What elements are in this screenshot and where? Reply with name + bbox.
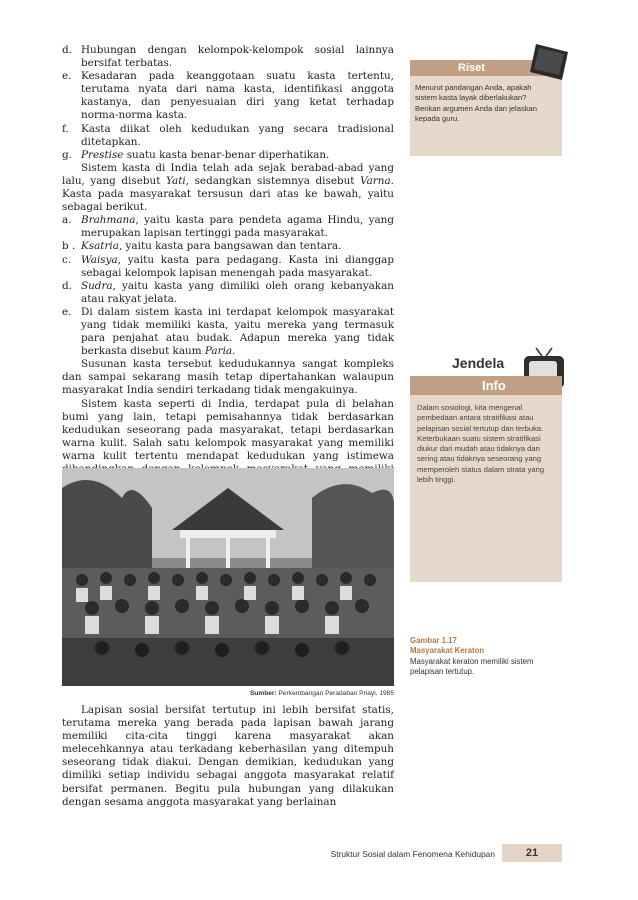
list-item: a. Brahmana, yaitu kasta para pendeta agama Hindu, yang merupakan lapisan tertinggi pada masyarakat. [62, 214, 394, 240]
list-item: e. Di dalam sistem kasta ini terdapat kelompok masyarakat yang tidak memiliki kasta, yaitu mereka yang termasuk para penjahat atau budak. Adapun mereka yang tidak berkasta disebut kaum Paria. [62, 305, 394, 358]
list-item: e. Kesadaran pada keanggotaan suatu kasta tertentu, terutama nyata dari nama kasta, identifikasi anggota kastanya, dan penyesuaian diri yang ketat terhadap norma-norma kasta. [62, 70, 394, 122]
paragraph: Susunan kasta tersebut kedudukannya sangat kompleks dan sampai sekarang masih tetap dipertahankan walaupun masyarakat India sendiri terkadang tidak mengakuinya. [62, 358, 394, 397]
list-item: d. Sudra, yaitu kasta yang dimiliki oleh orang kebanyakan atau rakyat jelata. [62, 279, 394, 305]
riset-text: Menurut pandangan Anda, apakah sistem kasta layak diberlakukan? Berikan argumen Anda dan jelaskan kepada guru. [415, 83, 538, 123]
photo-illustration [62, 468, 394, 686]
riset-title-bar: Riset [410, 60, 562, 76]
laptop-icon [528, 40, 572, 84]
main-column [62, 44, 394, 489]
jendela-title-bar: Info [410, 376, 562, 395]
jendela-info-box [410, 376, 562, 582]
page-number: 21 [502, 844, 562, 862]
caption-text: Masyarakat keraton memiliki sistem pelapisan tertutup. [410, 656, 534, 677]
paragraph: Sistem kasta seperti di India, terdapat pula di belahan bumi yang lain, tetapi pemisahannya tidak berdasarkan kedudukan seseorang pada masyarakat, tetapi berdasarkan warna kulit. Salah satu kelompok masyarakat yang memiliki warna kulit tertentu mendapat kedudukan yang istimewa [62, 397, 394, 462]
figure-caption [410, 636, 560, 678]
figure-source: Sumber: Perkembangan Peradaban Priayi, 1985 [249, 690, 394, 697]
photo-masyarakat-keraton [62, 468, 394, 686]
main-column-bottom [62, 704, 394, 809]
list-item: f. Kasta diikat oleh kedudukan yang secara tradisional ditetapkan. [62, 122, 394, 148]
paragraph: Lapisan sosial bersifat tertutup ini lebih bersifat statis, terutama mereka yang berada pada lapisan bawah jarang memiliki cita-cita tinggi karena masyarakat akan melecehkannya atau terkadang keberhasilan yang ditempuh seseorang tidak diakui. Dengan demikian, kedudukan yang dimiliki setiap individu sebagai anggota masyarakat relatif bersifat permanen. Begitu pula hubungan yang dilakukan dengan sesama anggota masyarakat yang berlainan [62, 704, 394, 808]
list-item: g. Prestise suatu kasta benar-benar diperhatikan. [62, 148, 330, 161]
caption-number: Gambar 1.17 [410, 636, 457, 645]
paragraph: Sistem kasta di India telah ada sejak berabad-abad yang lalu, yang disebut Yati, sedangkan sistemnya disebut Varna. Kasta pada masyarakat tersusun dari atas ke bawah, yaitu sebagai berikut. [62, 161, 394, 214]
footer-chapter-title: Struktur Sosial dalam Fenomena Kehidupan [330, 849, 495, 859]
jendela-text: Dalam sosiologi, kita mengenal pembedaan antara stratifikasi atau pelapisan sosial tertutup dan terbuka. Keterbukaan suatu sistem stratifikasi diukur dari mudah atau tidaknya dan sering atau tidaknya seseorang yang memperoleh status dalam strata yang lebih tinggi. [417, 403, 545, 485]
list-item: c. Waisya, yaitu kasta para pedagang. Kasta ini dianggap sebagai kelompok lapisan menengah pada masyarakat. [62, 253, 394, 279]
caption-title: Masyarakat Keraton [410, 646, 485, 656]
jendela-title: Jendela [452, 355, 505, 371]
list-item: d. Hubungan dengan kelompok-kelompok sosial lainnya bersifat terbatas. [62, 44, 394, 70]
list-item: b . Ksatria, yaitu kasta para bangsawan dan tentara. [62, 240, 342, 253]
